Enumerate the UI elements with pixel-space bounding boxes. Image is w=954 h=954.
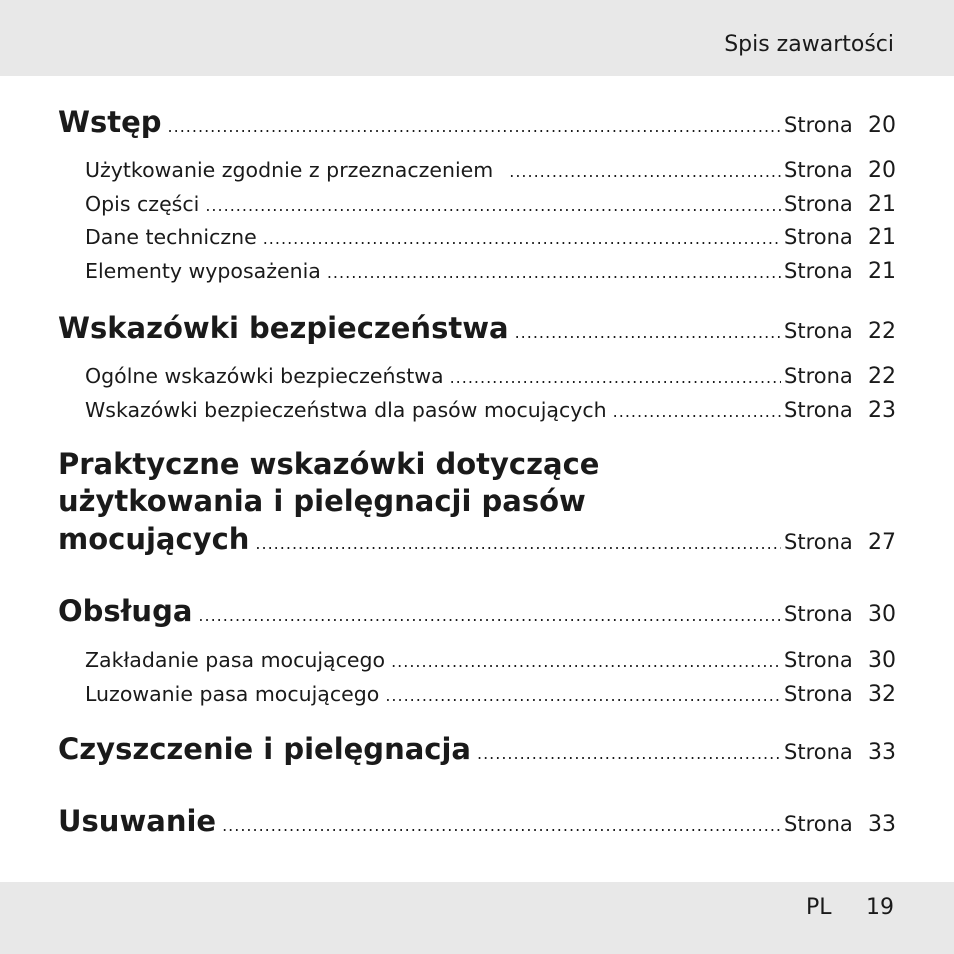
dot-leader [263, 229, 781, 248]
dot-leader [198, 606, 781, 625]
dot-leader [222, 816, 781, 835]
toc-strona-label: Strona [784, 740, 853, 764]
toc-entry-ogolne-wskazowki[interactable] [85, 361, 896, 391]
dot-leader [509, 162, 781, 181]
toc-entry-label: Wskazówki bezpieczeństwa [58, 311, 509, 345]
toc-page-number: 30 [868, 648, 896, 673]
toc-entry-dane-techniczne[interactable] [85, 222, 896, 252]
toc-page-number: 33 [868, 812, 896, 837]
dot-leader [450, 368, 781, 387]
toc-strona-label: Strona [784, 812, 853, 836]
dot-leader [391, 652, 781, 671]
toc-page-number: 21 [868, 225, 896, 250]
toc-strona-label: Strona [784, 648, 853, 672]
toc-entry-usuwanie[interactable] [58, 803, 896, 839]
toc-entry-heading-line: Praktyczne wskazówki dotyczące [58, 447, 600, 481]
dot-leader [385, 686, 781, 705]
toc-entry-heading-line: użytkowania i pielęgnacji pasów [58, 484, 586, 518]
toc-entry-label: Luzowanie pasa mocującego [85, 682, 380, 706]
dot-leader [477, 744, 781, 763]
toc-entry-label: Obsługa [58, 594, 193, 628]
toc-entry-obsluga[interactable] [58, 593, 896, 629]
toc-entry-label: Opis części [85, 192, 200, 216]
toc-entry-label: Zakładanie pasa mocującego [85, 648, 386, 672]
toc-entry-label: mocujących [58, 522, 250, 556]
toc-strona-label: Strona [784, 682, 853, 706]
toc-entry-label: Usuwanie [58, 804, 217, 838]
toc-entry-label: Użytkowanie zgodnie z przeznaczeniem [85, 158, 494, 182]
toc-entry-label: Ogólne wskazówki bezpieczeństwa [85, 364, 444, 388]
toc-page-number: 21 [868, 259, 896, 284]
toc-strona-label: Strona [784, 259, 853, 283]
toc-page-number: 20 [868, 113, 896, 138]
toc-page-number: 23 [868, 398, 896, 423]
language-code: PL [806, 895, 832, 920]
toc-page-number: 32 [868, 682, 896, 707]
toc-entry-label: Dane techniczne [85, 225, 257, 249]
toc-strona-label: Strona [784, 364, 853, 388]
toc-page-number: 27 [868, 530, 896, 555]
toc-entry-luzowanie-pasa[interactable] [85, 679, 896, 709]
toc-strona-label: Strona [784, 530, 853, 554]
toc-strona-label: Strona [784, 319, 853, 343]
toc-page-number: 33 [868, 740, 896, 765]
section-title: Spis zawartości [724, 32, 894, 57]
toc-page-number: 21 [868, 192, 896, 217]
toc-entry-wstep[interactable] [58, 104, 896, 140]
toc-page-number: 22 [868, 364, 896, 389]
toc-entry-wskazowki-bezpieczenstwa[interactable] [58, 310, 896, 346]
page-number: 19 [866, 895, 894, 920]
dot-leader [168, 117, 781, 136]
toc-entry-label: Czyszczenie i pielęgnacja [58, 732, 471, 766]
toc-entry-label: Wskazówki bezpieczeństwa dla pasów mocujących [85, 398, 607, 422]
toc-entry-czyszczenie[interactable] [58, 731, 896, 767]
toc-strona-label: Strona [784, 398, 853, 422]
toc-entry-elementy-wyposazenia[interactable] [85, 256, 896, 286]
toc-entry-wskazowki-pasow[interactable] [85, 395, 896, 425]
dot-leader [255, 534, 781, 553]
toc-entry-label: Wstęp [58, 105, 162, 139]
toc-entry-label: Elementy wyposażenia [85, 259, 321, 283]
toc-page-number: 22 [868, 319, 896, 344]
toc-strona-label: Strona [784, 113, 853, 137]
toc-entry-opis-czesci[interactable] [85, 189, 896, 219]
dot-leader [327, 263, 781, 282]
toc-entry-zakladanie-pasa[interactable] [85, 645, 896, 675]
toc-entry-praktyczne-wskazowki[interactable] [58, 521, 896, 557]
dot-leader [205, 196, 781, 215]
dot-leader [613, 402, 781, 421]
toc-strona-label: Strona [784, 602, 853, 626]
toc-page-number: 20 [868, 158, 896, 183]
toc-entry-uzytkowanie[interactable] [85, 155, 896, 185]
dot-leader [515, 323, 781, 342]
toc-strona-label: Strona [784, 225, 853, 249]
toc-strona-label: Strona [784, 192, 853, 216]
toc-strona-label: Strona [784, 158, 853, 182]
toc-page-number: 30 [868, 602, 896, 627]
